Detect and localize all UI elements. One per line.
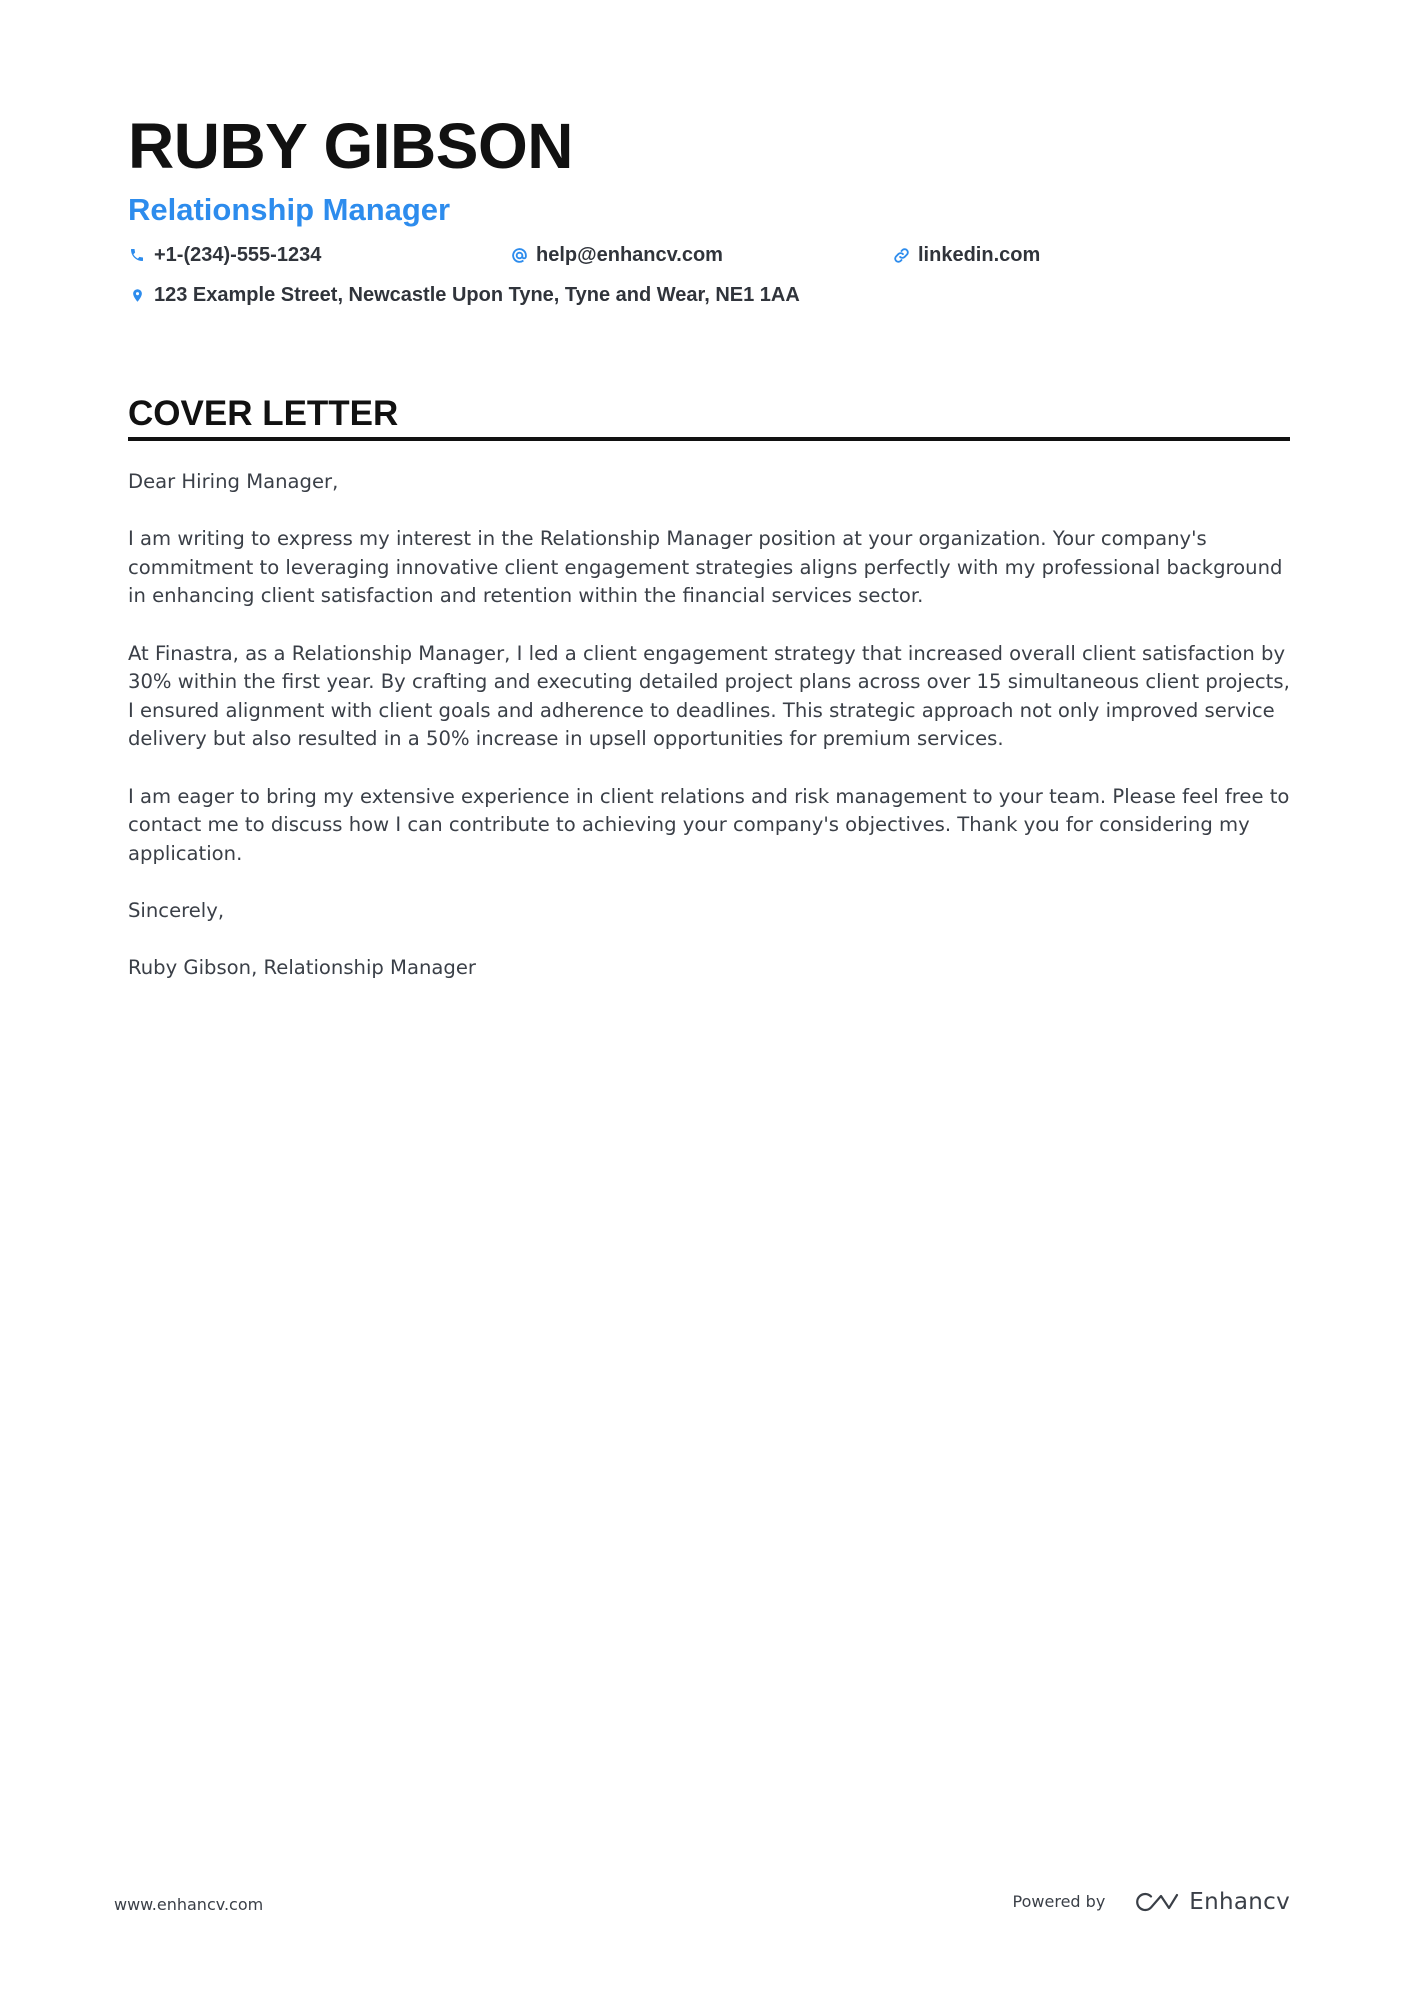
contact-phone xyxy=(128,242,321,268)
powered-by-label: Powered by xyxy=(1012,1892,1106,1911)
link-icon xyxy=(892,246,910,264)
footer-website: www.enhancv.com xyxy=(114,1895,264,1914)
footer-branding xyxy=(1013,1888,1290,1916)
applicant-name: RUBY GIBSON xyxy=(128,110,573,182)
contact-address xyxy=(128,282,800,308)
contact-website-text: linkedin.com xyxy=(918,244,1041,266)
contact-address-text: 123 Example Street, Newcastle Upon Tyne, Tyne and Wear, NE1 1AA xyxy=(154,284,800,306)
letter-signature: Ruby Gibson, Relationship Manager xyxy=(128,956,476,980)
at-icon xyxy=(510,246,528,264)
location-pin-icon xyxy=(128,286,146,304)
letter-closing: Sincerely, xyxy=(128,898,225,922)
contact-website xyxy=(892,242,1040,268)
brand-name: Enhancv xyxy=(1189,1889,1290,1915)
contact-email-text: help@enhancv.com xyxy=(536,244,723,266)
letter-paragraph: I am writing to express my interest in the Relationship Manager position at your organization. Your company's commitment to leveraging innovative client engagement strategies aligns perfectly with my professional background in enhancing client satisfaction and retention within the financial services sector. xyxy=(128,527,1283,608)
section-divider xyxy=(128,437,1290,441)
phone-icon xyxy=(128,246,146,264)
applicant-job-title: Relationship Manager xyxy=(128,192,451,227)
letter-body xyxy=(128,468,1293,1011)
enhancv-logo-icon xyxy=(1133,1890,1179,1914)
contact-email xyxy=(510,242,723,268)
contact-phone-text: +1-(234)-555-1234 xyxy=(154,244,322,266)
letter-paragraph: At Finastra, as a Relationship Manager, I led a client engagement strategy that increased overall client satisfaction by 30% within the first year. By crafting and executing detailed project plans across over 15 simultaneous client projects, I ensured alignment with client goals and adherence to deadlines. This strategic approach not only improved service delivery but also resulted in a 50% increase in upsell opportunities for premium services. xyxy=(128,641,1290,751)
section-title: COVER LETTER xyxy=(128,394,399,433)
letter-salutation: Dear Hiring Manager, xyxy=(128,470,339,493)
letter-paragraph: I am eager to bring my extensive experience in client relations and risk management to your team. Please feel free to contact me to discuss how I can contribute to achieving your company's objectives. Thank you for considering my application. xyxy=(128,784,1290,865)
